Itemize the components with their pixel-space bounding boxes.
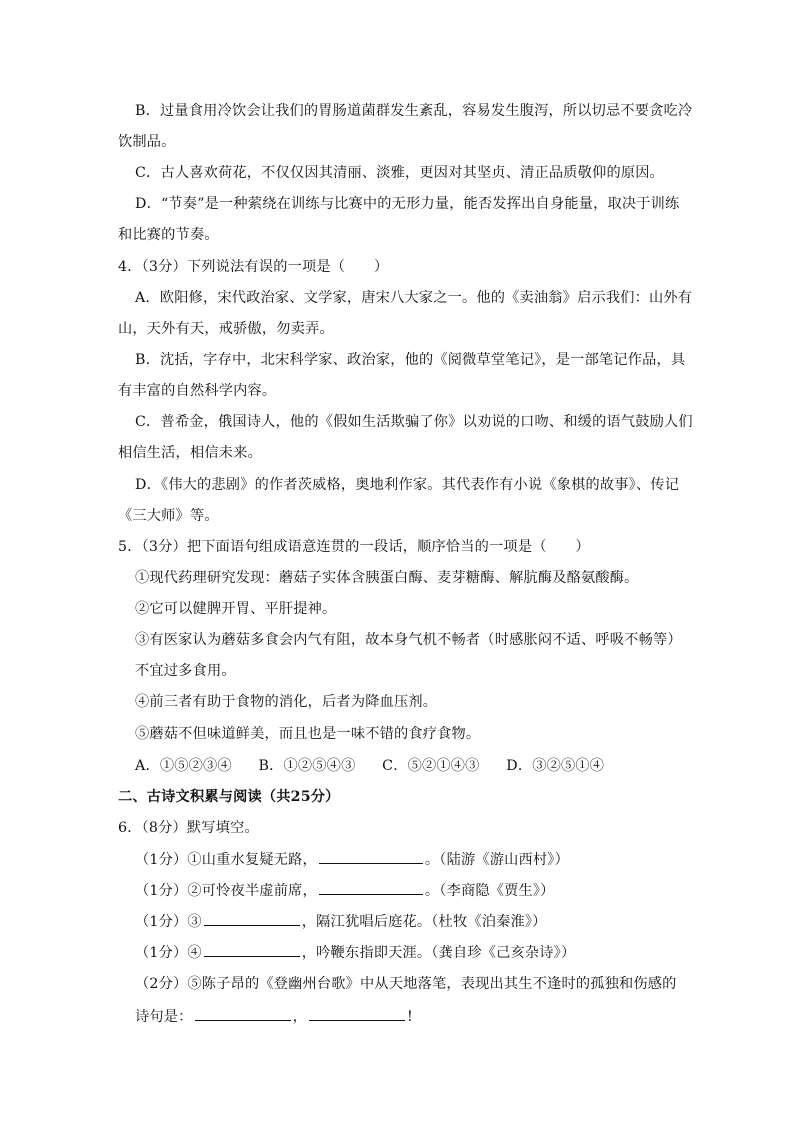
q6-item-4-suffix: ，吟鞭东指即天涯。（龚自珍《己亥杂诗》） — [301, 945, 576, 961]
q4-option-c-line1: C．普希金，俄国诗人，他的《假如生活欺骗了你》以劝说的口吻、和缓的语气鼓励人们 — [135, 414, 693, 430]
q6-item-1 — [135, 849, 569, 870]
q6-item-4-blank[interactable] — [204, 942, 300, 957]
q6-item-2 — [135, 880, 555, 901]
q6-item-5-prefix: 诗句是： — [135, 1009, 193, 1025]
q6-item-4-prefix: （1分）④ — [135, 945, 202, 961]
q5-sentence-1: ①现代药理研究发现：蘑菇子实体含胰蛋白酶、麦芽糖酶、解肮酶及酪氨酸酶。 — [135, 570, 639, 586]
q5-sentence-4: ④前三者有助于食物的消化，后者为降血压剂。 — [135, 694, 438, 710]
q6-item-2-blank[interactable] — [319, 880, 423, 895]
q4-option-a-line2: 山，天外有天，戒骄傲，勿卖弄。 — [118, 321, 334, 337]
q5-option-b: B．①②⑤④③ — [258, 758, 356, 774]
q4-stem: 4．（3分）下列说法有误的一项是（ ） — [118, 259, 389, 275]
q6-item-5-line1: （2分）⑤陈子昂的《登幽州台歌》中从天地落笔，表现出其生不逢时的孤独和伤感的 — [135, 976, 677, 992]
q6-item-5-blank-2[interactable] — [309, 1006, 405, 1021]
q4-option-d-line1: D．《伟大的悲剧》的作者茨威格，奥地利作家。其代表作有小说《象棋的故事》、传记 — [135, 477, 680, 493]
q6-item-3 — [135, 911, 547, 932]
section-2-heading: 二、古诗文积累与阅读（共25分） — [118, 789, 340, 805]
q5-sentence-2: ②它可以健脾开胃、平肝提神。 — [135, 601, 337, 617]
q3-option-b-line1: B．过量食用冷饮会让我们的胃肠道菌群发生紊乱，容易发生腹泻，所以切忌不要贪吃冷 — [135, 103, 693, 119]
q4-option-d-line2: 《三大师》等。 — [118, 508, 219, 524]
q5-option-d: D．③②⑤①④ — [506, 758, 605, 774]
q6-item-5-blank-1[interactable] — [195, 1006, 291, 1021]
q3-option-d-line1: D．“节奏”是一种萦绕在训练与比赛中的无形力量，能否发挥出自身能量，取决于训练 — [135, 196, 680, 212]
q6-item-3-blank[interactable] — [204, 911, 300, 926]
q6-item-5-comma: ， — [292, 1009, 307, 1025]
q6-item-3-suffix: ，隔江犹唱后庭花。（杜牧《泊秦淮》） — [301, 914, 547, 930]
q4-option-c-line2: 相信生活，相信未来。 — [118, 445, 262, 461]
q3-option-c-line1: C．古人喜欢荷花，不仅仅因其清丽、淡雅，更因对其坚贞、清正品质敬仰的原因。 — [135, 165, 665, 181]
q6-item-2-suffix: 。（李商隐《贾生》） — [424, 883, 555, 899]
q6-item-2-prefix: （1分）②可怜夜半虚前席， — [135, 883, 317, 899]
q3-option-d-line2: 和比赛的节奏。 — [118, 227, 219, 243]
q6-item-3-prefix: （1分）③ — [135, 914, 202, 930]
q4-option-b-line2: 有丰富的自然科学内容。 — [118, 383, 277, 399]
q5-options — [135, 756, 626, 776]
q6-item-1-suffix: 。（陆游《游山西村》） — [424, 852, 569, 868]
q5-sentence-3-line1: ③有医家认为蘑菇多食会内气有阻，故本身气机不畅者（时感胀闷不适、呼吸不畅等） — [135, 632, 682, 648]
q5-option-a: A．①⑤②③④ — [135, 758, 232, 774]
q6-item-5-line2 — [135, 1006, 413, 1027]
q4-option-a-line1: A．欧阳修，宋代政治家、文学家，唐宋八大家之一。他的《卖油翁》启示我们：山外有 — [135, 290, 693, 306]
q6-item-4 — [135, 942, 575, 963]
q5-stem: 5．（3分）把下面语句组成语意连贯的一段话，顺序恰当的一项是（ ） — [118, 539, 590, 555]
q6-item-1-prefix: （1分）①山重水复疑无路， — [135, 852, 317, 868]
q6-item-1-blank[interactable] — [319, 849, 423, 864]
q3-option-b-line2: 饮制品。 — [118, 134, 176, 150]
q5-option-c: C．⑤②①④③ — [382, 758, 480, 774]
q4-option-b-line1: B．沈括，字存中，北宋科学家、政治家，他的《阅微草堂笔记》，是一部笔记作品，具 — [135, 352, 686, 368]
q5-sentence-5: ⑤蘑菇不但味道鲜美，而且也是一味不错的食疗食物。 — [135, 726, 481, 742]
q6-stem: 6．（8分）默写填空。 — [118, 820, 259, 836]
q5-sentence-3-line2: 不宜过多食用。 — [135, 663, 236, 679]
q6-item-5-suffix: ! — [406, 1009, 413, 1025]
